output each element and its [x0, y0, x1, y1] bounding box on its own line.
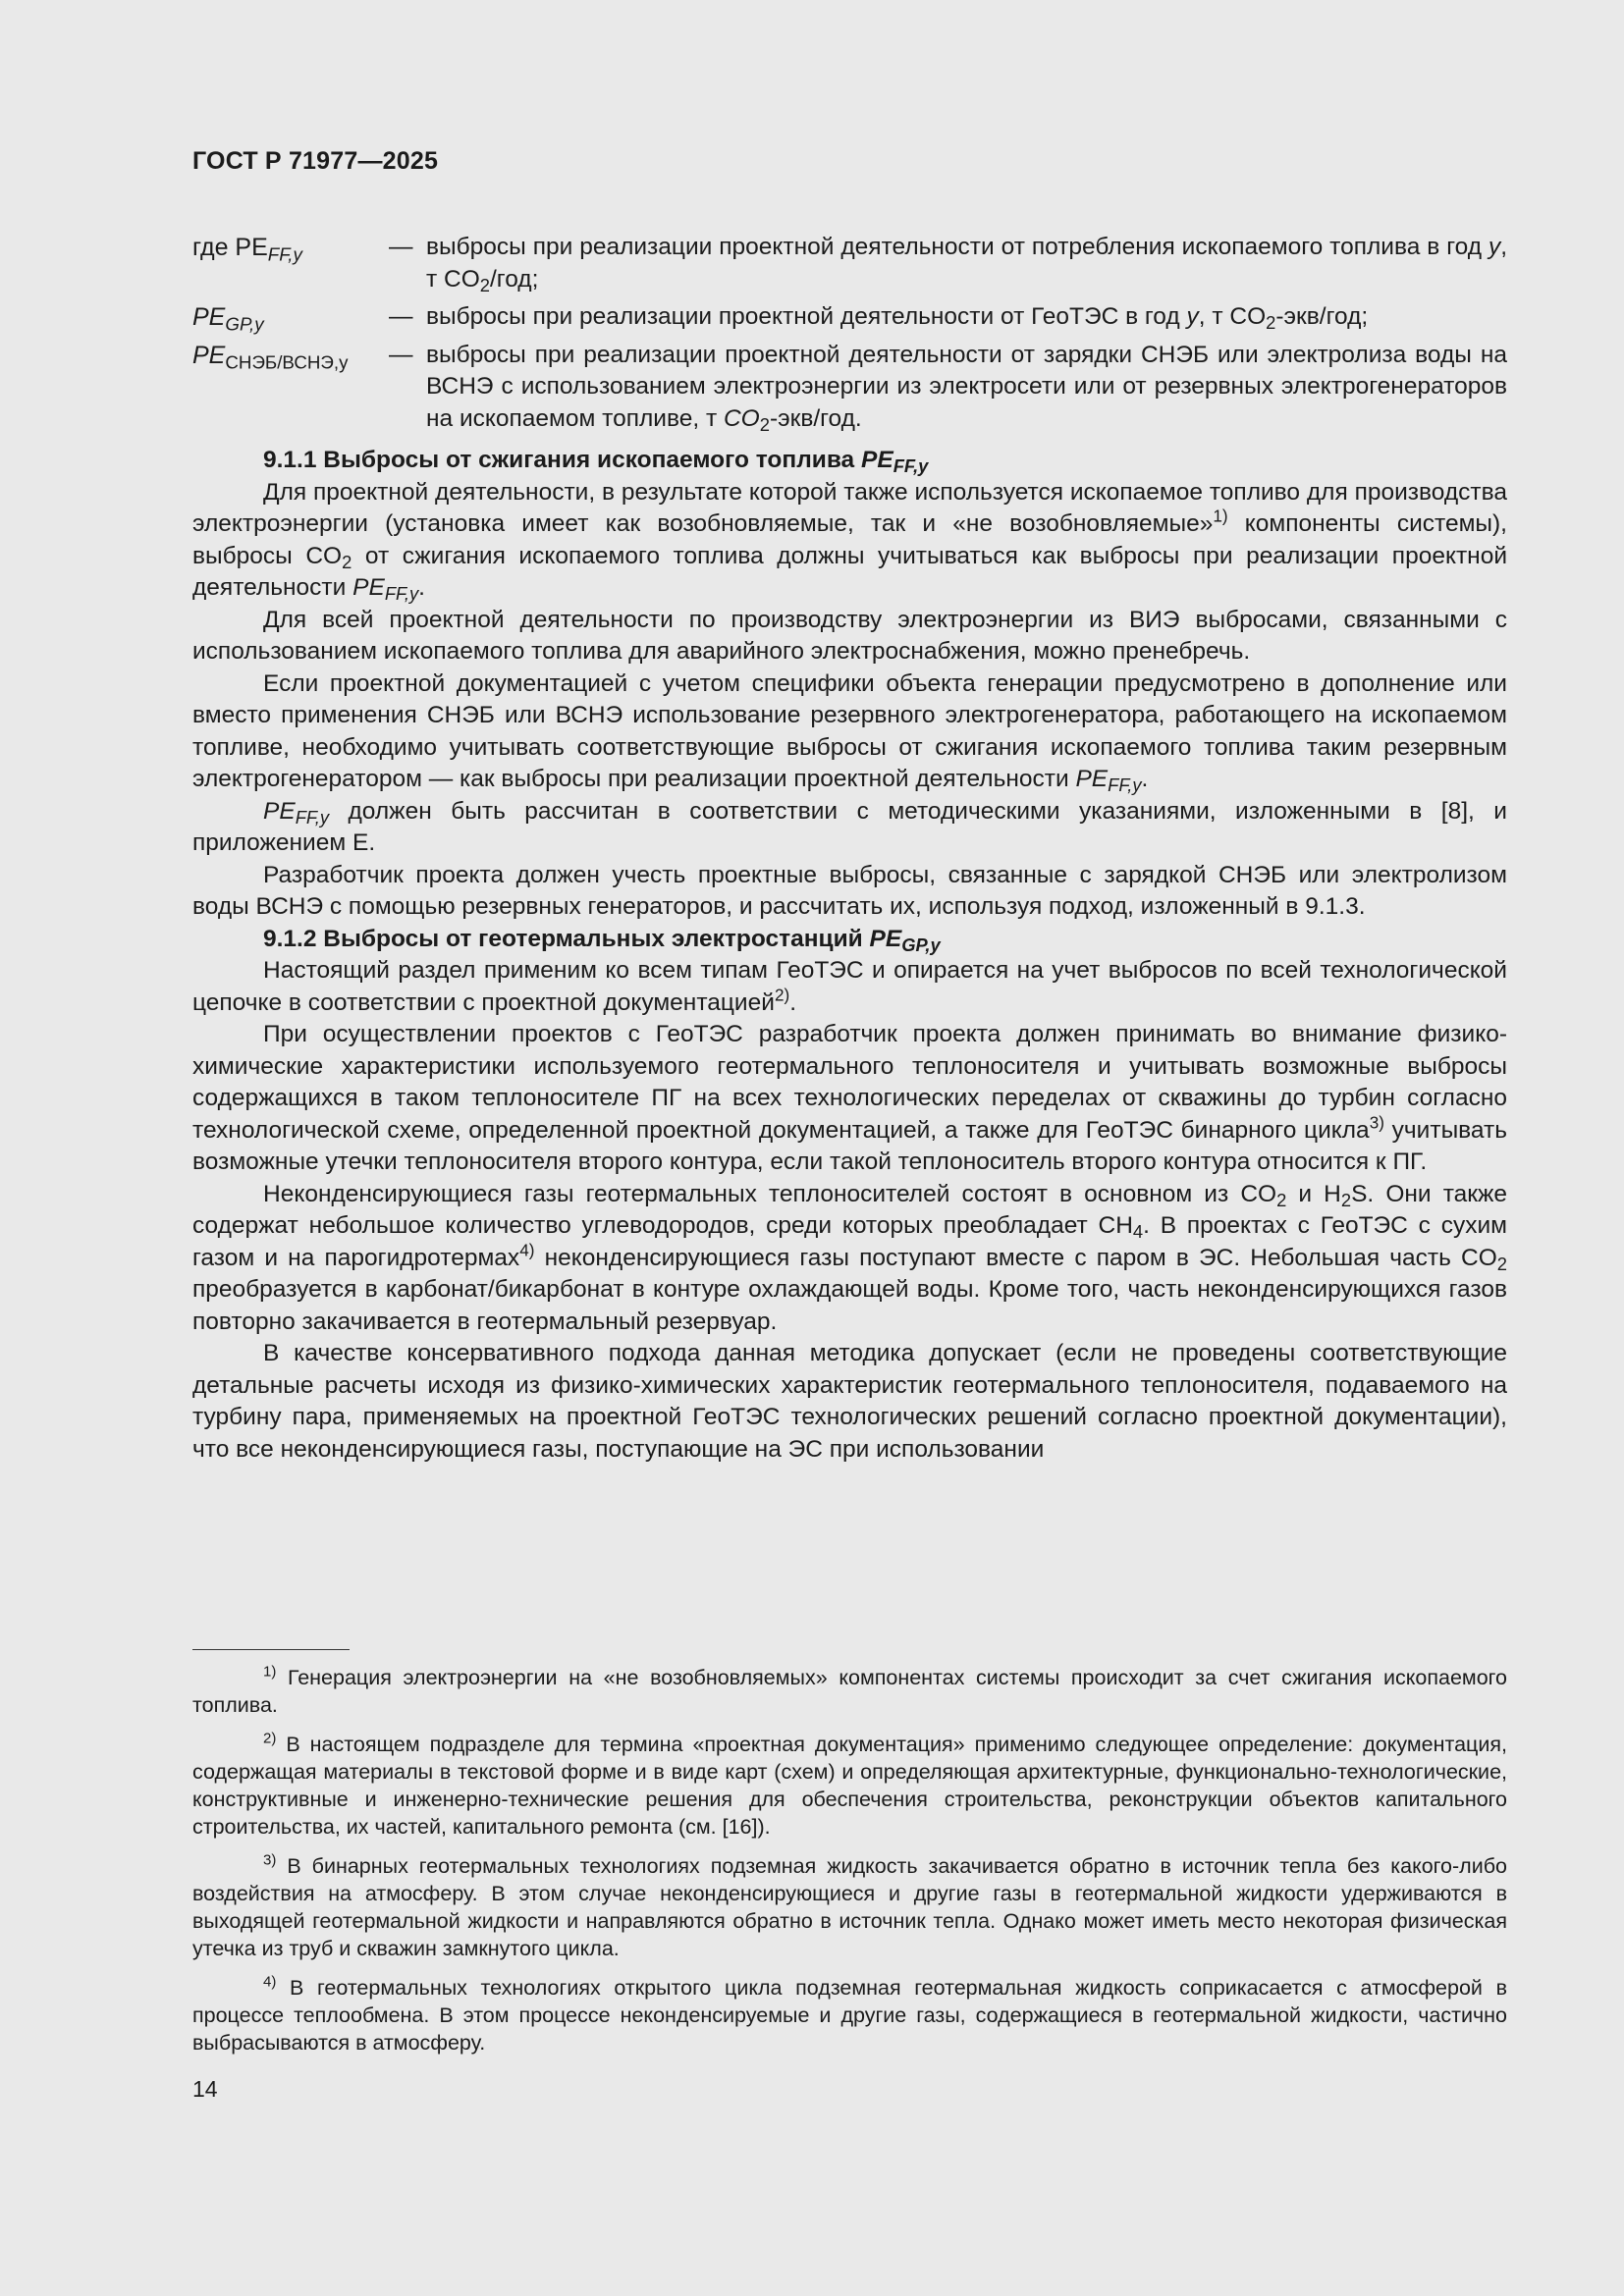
document-header: ГОСТ Р 71977—2025: [192, 147, 439, 175]
definition-text: выбросы при реализации проектной деятельности от зарядки СНЭБ или электролиза воды на ВСНЭ с использованием электроэнергии из электросети или от резервных электрогенераторов на ископаемом топливе, т $CO_2-экв$/год.: [426, 341, 1507, 435]
definition-term: $PE_{СНЭБ/ВСНЭ,y}$: [192, 341, 349, 372]
paragraph: Неконденсирующиеся газы геотермальных теплоносителей состоят в основном из $CO_2$ и $H_2S$. Они также содержат небольшое количество углеводородов, среди которых преобладает $CH_4$. В проектах с ГеоТЭС с сухим газом и на парогидротермах$^{4)}$ неконденсирующиеся газы поступают вместе с паром в ЭС. Небольшая часть $CO_2$ преобразуется в карбонат/бикарбонат в контуре охлаждающей воды. Кроме того, часть неконденсирующихся газов повторно закачивается в геотермальный резервуар.: [192, 1180, 1508, 1335]
section-heading-9-1-2: 9.1.2 Выбросы от геотермальных электростанций $PE_{GP,y}$: [263, 925, 941, 955]
definition-row: [192, 232, 1507, 301]
footnote-ref: 3): [1369, 1112, 1384, 1133]
paragraph: $PE_{FF,y}$ должен быть рассчитан в соответствии с методическими указаниями, изложенными в [8], и приложением Е.: [192, 797, 1507, 856]
footnote-divider: [192, 1649, 350, 1650]
paragraph: Для всей проектной деятельности по производству электроэнергии из ВИЭ выбросами, связанными с использованием ископаемого топлива для аварийного электроснабжения, можно пренебречь.: [192, 606, 1507, 665]
definitions-list: [192, 232, 1507, 441]
footnote-ref: 4): [519, 1240, 535, 1260]
paragraph: При осуществлении проектов с ГеоТЭС разработчик проекта должен принимать во внимание физико-химические характеристики используемого геотермального теплоносителя и учитывать возможные выбросы содержащихся в таком теплоносителе ПГ на всех технологических переделах от скважины до турбин согласно технологической схеме, определенной проектной документацией, а также для ГеоТЭС бинарного цикла$^{3)}$ учитывать возможные утечки теплоносителя второго контура, если такой теплоноситель второго контура относится к ПГ.: [192, 1021, 1507, 1175]
definition-dash: —: [389, 234, 413, 260]
definition-term: $PE_{GP,y}$: [192, 303, 264, 335]
section-heading-9-1-1: 9.1.1 Выбросы от сжигания ископаемого топлива $PE_{FF,y}$: [263, 447, 929, 477]
definition-dash: —: [389, 303, 413, 330]
footnote: $^{2)}$ В настоящем подразделе для термина «проектная документация» применимо следующее определение: документация, содержащая материалы в текстовой форме и в виде карт (схем) и определяющая архитектурные, функционально-технологические, конструктивные и инженерно-технические решения для обеспечения строительства, реконструкции объектов капитального строительства, их частей, капитального ремонта (см. [16]).: [192, 1730, 1507, 1839]
footnote-ref: 2): [774, 985, 790, 1005]
definition-row: [192, 340, 1507, 442]
page-number: 14: [192, 2076, 218, 2102]
footnote-ref: 1): [1213, 506, 1228, 526]
paragraph: Для проектной деятельности, в результате которой также используется ископаемое топливо для производства электроэнергии (установка имеет как возобновляемые, так и «не возобновляемые»$^{1)}$ компоненты системы), выбросы $CO_2$ от сжигания ископаемого топлива должны учитываться как выбросы при реализации проектной деятельности $PE_{FF,y}$.: [192, 478, 1508, 605]
footnote: $^{3)}$ В бинарных геотермальных технологиях подземная жидкость закачивается обратно в источник тепла без какого-либо воздействия на атмосферу. В этом случае неконденсирующиеся и другие газы в геотермальной жидкости удерживаются в выходящей геотермальной жидкости и направляются обратно в источник тепла. Однако может иметь место некоторая физическая утечка из труб и скважин замкнутого цикла.: [192, 1851, 1507, 1960]
main-content: [192, 232, 1507, 1466]
definition-text: выбросы при реализации проектной деятельности от потребления ископаемого топлива в год y, т $CO_2$/год;: [426, 234, 1507, 295]
footnote: $^{1)}$ Генерация электроэнергии на «не возобновляемых» компонентах системы происходит за счет сжигания ископаемого топлива.: [192, 1663, 1507, 1717]
paragraph: Настоящий раздел применим ко всем типам ГеоТЭС и опирается на учет выбросов по всей технологической цепочке в соответствии с проектной документацией$^{2)}$.: [192, 957, 1507, 1016]
footnote: $^{4)}$ В геотермальных технологиях открытого цикла подземная геотермальная жидкость соприкасается с атмосферой в процессе теплообмена. В этом процессе неконденсируемые и другие газы, содержащиеся в геотермальной жидкости, частично выбрасываются в атмосферу.: [192, 1973, 1507, 2055]
definition-dash: —: [389, 341, 413, 368]
paragraph: Если проектной документацией с учетом специфики объекта генерации предусмотрено в дополнение или вместо применения СНЭБ или ВСНЭ использование резервного электрогенератора, работающего на ископаемом топливе, необходимо учитывать соответствующие выбросы от сжигания ископаемого топлива таким резервным электрогенератором — как выбросы при реализации проектной деятельности $PE_{FF,y}$.: [192, 669, 1507, 796]
definition-row: [192, 301, 1507, 340]
definition-text: выбросы при реализации проектной деятельности от ГеоТЭС в год y, т $CO_2-экв$/год;: [426, 303, 1369, 334]
definition-term: где $PE_{FF,y}$: [192, 234, 302, 265]
paragraph: В качестве консервативного подхода данная методика допускает (если не проведены соответствующие детальные расчеты исходя из физико-химических характеристик геотермального теплоносителя, подаваемого на турбину пара, применяемых на проектной ГеоТЭС технологических решений согласно проектной документации), что все неконденсирующиеся газы, поступающие на ЭС при использовании: [192, 1340, 1507, 1463]
footnotes: [192, 1649, 1507, 2068]
paragraph: Разработчик проекта должен учесть проектные выбросы, связанные с зарядкой СНЭБ или электролизом воды ВСНЭ с помощью резервных генераторов, и рассчитать их, используя подход, изложенный в 9.1.3.: [192, 861, 1507, 920]
